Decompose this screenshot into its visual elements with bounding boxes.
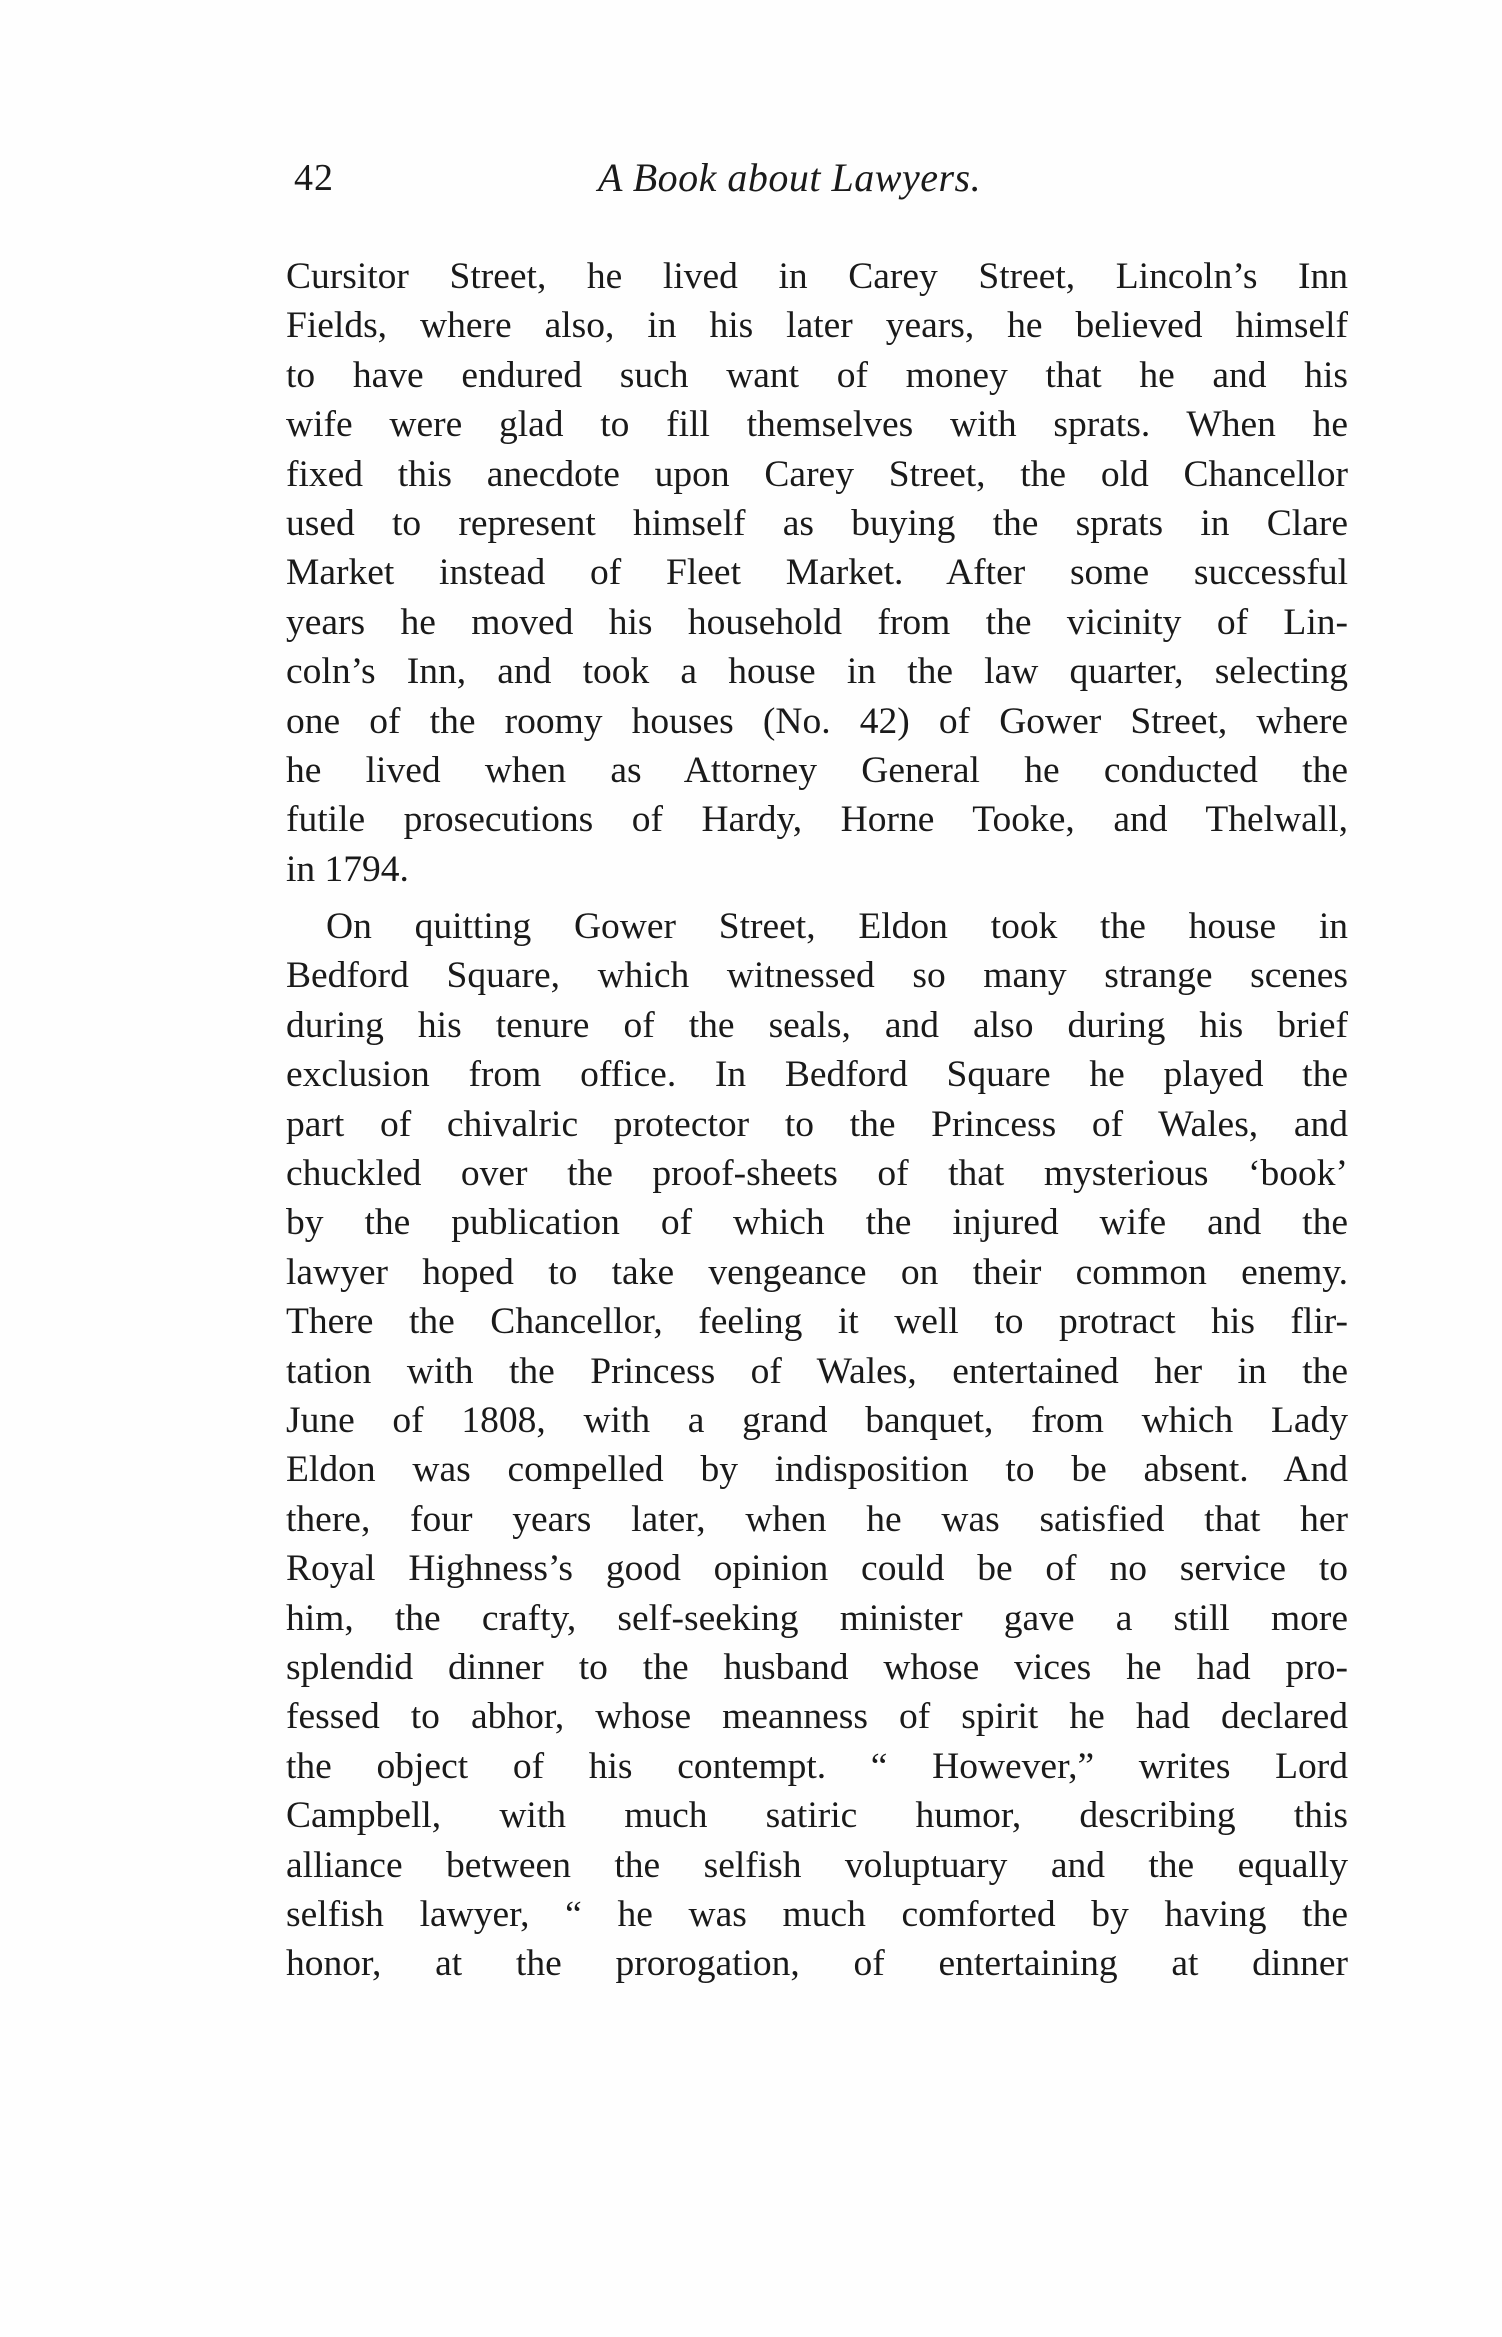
text-line: Royal Highness’s good opinion could be of no service to: [286, 1548, 1348, 1590]
paragraph-gap: [286, 894, 1348, 902]
text-line: tation with the Princess of Wales, entertained her in the: [286, 1350, 1348, 1392]
page-number: 42: [294, 157, 334, 199]
text-line: to have endured such want of money that he and his: [286, 354, 1348, 396]
text-line: Eldon was compelled by indisposition to be absent. And: [286, 1449, 1348, 1491]
text-line: by the publication of which the injured wife and the: [286, 1202, 1348, 1244]
text-line: part of chivalric protector to the Princess of Wales, and: [286, 1103, 1348, 1145]
text-line: coln’s Inn, and took a house in the law quarter, selecting: [286, 651, 1348, 693]
text-line: splendid dinner to the husband whose vices he had pro-: [286, 1646, 1348, 1688]
text-line: June of 1808, with a grand banquet, from which Lady: [286, 1399, 1348, 1441]
body-text: [286, 252, 1348, 1989]
text-line: exclusion from office. In Bedford Square he played the: [286, 1054, 1348, 1096]
text-line: On quitting Gower Street, Eldon took the house in: [326, 906, 1348, 948]
running-title: A Book about Lawyers.: [598, 155, 982, 200]
text-line: There the Chancellor, feeling it well to protract his flir-: [286, 1301, 1348, 1343]
text-line: Cursitor Street, he lived in Carey Street, Lincoln’s Inn: [286, 256, 1348, 297]
text-line: he lived when as Attorney General he conducted the: [286, 749, 1348, 791]
text-line: futile prosecutions of Hardy, Horne Tooke, and Thelwall,: [286, 799, 1348, 841]
text-line: there, four years later, when he was satisfied that her: [286, 1498, 1348, 1540]
text-line: Market instead of Fleet Market. After some successful: [286, 552, 1348, 594]
text-line: years he moved his household from the vicinity of Lin-: [286, 601, 1348, 643]
text-line: during his tenure of the seals, and also during his brief: [286, 1004, 1348, 1046]
text-line: Fields, where also, in his later years, he believed himself: [286, 305, 1348, 347]
text-line: fessed to abhor, whose meanness of spirit he had declared: [286, 1696, 1348, 1738]
text-line: one of the roomy houses (No. 42) of Gower Street, where: [286, 700, 1348, 742]
text-line: chuckled over the proof-sheets of that mysterious ‘book’: [286, 1153, 1348, 1195]
text-line: in 1794.: [286, 848, 409, 890]
text-line: Campbell, with much satiric humor, describing this: [286, 1795, 1348, 1837]
text-line: wife were glad to fill themselves with sprats. When he: [286, 404, 1348, 446]
text-line: Bedford Square, which witnessed so many strange scenes: [286, 955, 1348, 997]
paragraph-2: [286, 902, 1348, 1989]
text-line: lawyer hoped to take vengeance on their common enemy.: [286, 1251, 1348, 1293]
text-line: him, the crafty, self-seeking minister gave a still more: [286, 1597, 1348, 1639]
text-line: the object of his contempt. “ However,” writes Lord: [286, 1745, 1348, 1787]
text-line: used to represent himself as buying the sprats in Clare: [286, 502, 1348, 544]
paragraph-1: [286, 252, 1348, 894]
text-line: honor, at the prorogation, of entertaining at dinner: [286, 1943, 1348, 1985]
text-line: fixed this anecdote upon Carey Street, the old Chancellor: [286, 453, 1348, 495]
text-line: selfish lawyer, “ he was much comforted by having the: [286, 1893, 1348, 1935]
running-head: [288, 150, 1328, 210]
text-line: alliance between the selfish voluptuary and the equally: [286, 1844, 1348, 1886]
